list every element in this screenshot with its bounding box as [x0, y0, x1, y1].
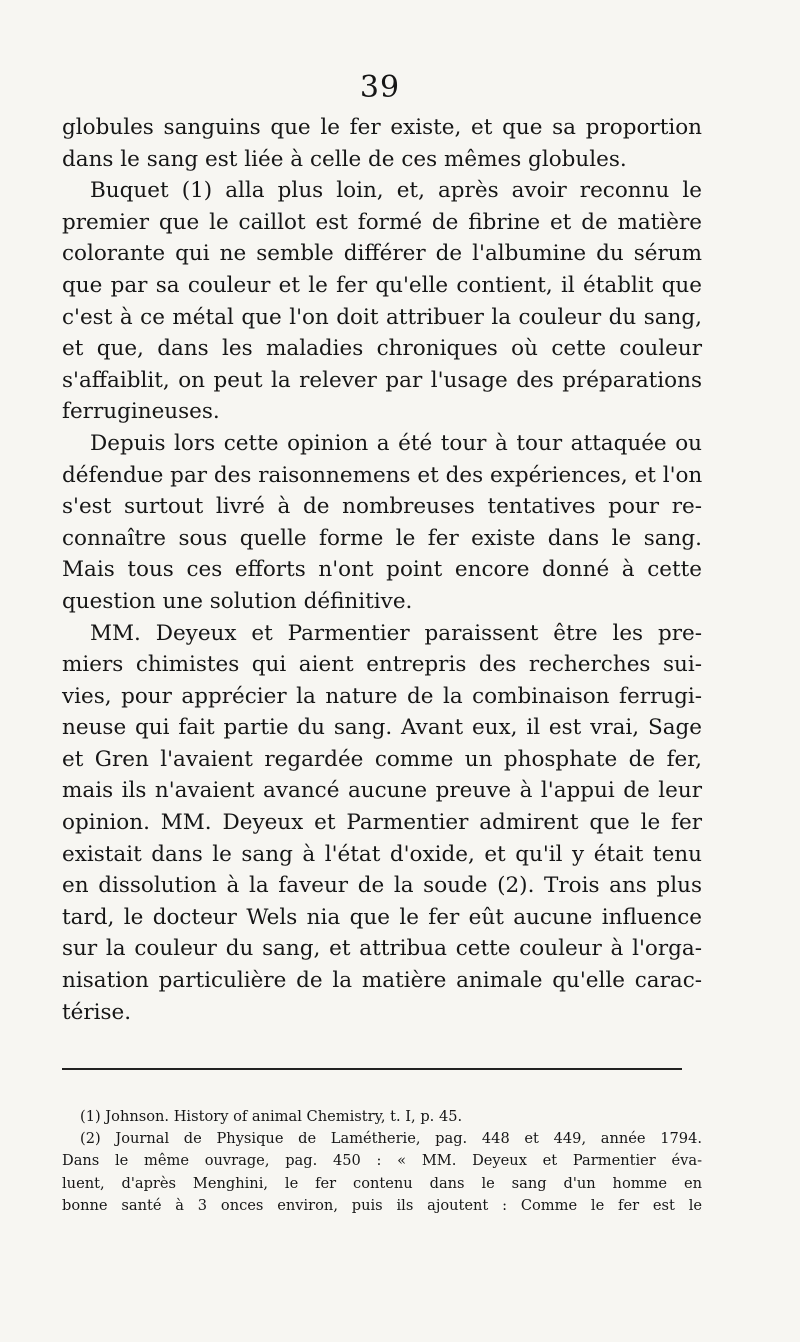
- footnote-line: luent, d'après Menghini, le fer contenu dans le sang d'un homme en: [62, 1174, 702, 1192]
- text-line: défendue par des raisonnemens et des expériences, et l'on: [62, 462, 703, 488]
- main-text: [62, 112, 702, 1028]
- text-line: premier que le caillot est formé de fibrine et de matière: [62, 209, 702, 235]
- footnotes: [62, 1106, 702, 1217]
- footnote-separator: [62, 1068, 682, 1070]
- text-line: Depuis lors cette opinion a été tour à tour attaquée ou: [90, 430, 702, 456]
- text-line: et que, dans les maladies chroniques où cette couleur: [62, 336, 702, 362]
- text-line: que par sa couleur et le fer qu'elle contient, il établit que: [62, 272, 702, 298]
- text-line: colorante qui ne semble différer de l'albumine du sérum: [62, 241, 702, 267]
- text-line: opinion. MM. Deyeux et Parmentier admirent que le fer: [62, 810, 702, 836]
- text-line: tard, le docteur Wels nia que le fer eût aucune influence: [62, 904, 702, 930]
- text-line: question une solution définitive.: [62, 588, 413, 614]
- text-line: miers chimistes qui aient entrepris des recherches sui-: [62, 652, 702, 678]
- text-line: sur la couleur du sang, et attribua cette couleur à l'orga-: [62, 936, 702, 962]
- text-line: MM. Deyeux et Parmentier paraissent être les pre-: [90, 620, 702, 646]
- footnote-line: (1) Johnson. History of animal Chemistry, t. I, p. 45.: [80, 1108, 463, 1125]
- text-line: en dissolution à la faveur de la soude (2). Trois ans plus: [62, 873, 702, 899]
- text-line: s'est surtout livré à de nombreuses tentatives pour re-: [62, 494, 702, 520]
- text-line: neuse qui fait partie du sang. Avant eux, il est vrai, Sage: [62, 715, 702, 741]
- text-line: s'affaiblit, on peut la relever par l'usage des préparations: [62, 367, 702, 393]
- text-line: c'est à ce métal que l'on doit attribuer la couleur du sang,: [62, 304, 702, 330]
- text-line: existait dans le sang à l'état d'oxide, et qu'il y était tenu: [62, 841, 702, 867]
- text-line: globules sanguins que le fer existe, et que sa proportion: [62, 115, 702, 140]
- footnote-line: (2) Journal de Physique de Lamétherie, pag. 448 et 449, année 1794.: [80, 1130, 702, 1148]
- text-line: nisation particulière de la matière animale qu'elle carac-: [62, 968, 702, 994]
- text-line: connaître sous quelle forme le fer existe dans le sang.: [62, 525, 702, 551]
- footnote-line: Dans le même ouvrage, pag. 450 : « MM. Deyeux et Parmentier éva-: [62, 1152, 702, 1170]
- footnote-line: bonne santé à 3 onces environ, puis ils ajoutent : Comme le fer est le: [62, 1196, 702, 1214]
- text-line: Buquet (1) alla plus loin, et, après avoir reconnu le: [90, 178, 702, 204]
- text-line: Mais tous ces efforts n'ont point encore donné à cette: [62, 557, 702, 583]
- text-line: ferrugineuses.: [62, 399, 220, 425]
- text-line: térise.: [62, 999, 132, 1025]
- text-line: mais ils n'avaient avancé aucune preuve à l'appui de leur: [62, 778, 702, 804]
- text-line: vies, pour apprécier la nature de la combinaison ferrugi-: [62, 683, 702, 709]
- text-line: dans le sang est liée à celle de ces mêmes globules.: [62, 146, 627, 172]
- text-line: et Gren l'avaient regardée comme un phosphate de fer,: [62, 746, 702, 772]
- page-number: 39: [359, 70, 401, 105]
